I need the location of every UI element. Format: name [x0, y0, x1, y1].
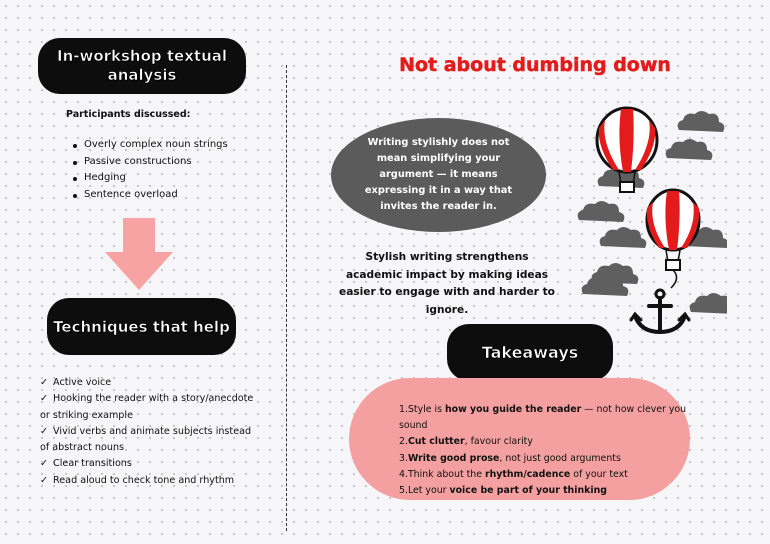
takeaway-item: 5.Let your voice be part of your thinking: [399, 485, 607, 497]
takeaway-item: 1.Style is how you guide the reader — not how clever you sound: [399, 404, 687, 432]
technique-text: Hooking the reader with a story/anecdote or striking example: [40, 393, 254, 421]
takeaway-item: 4.Think about the rhythm/cadence of your text: [399, 468, 628, 480]
techniques-list: [40, 375, 255, 489]
cloud-icon: [678, 111, 725, 132]
analysis-title: In-workshop textual analysis: [56, 47, 228, 84]
takeaways-title: Takeaways: [481, 343, 579, 362]
impact-statement: Stylish writing strengthens academic impact by making ideas easier to engage with and harder to ignore.: [339, 251, 555, 316]
techniques-title-pill: [47, 298, 236, 355]
down-arrow-icon: [105, 218, 173, 290]
list-item: [40, 375, 255, 391]
technique-text: Vivid verbs and animate subjects instead of abstract nouns: [40, 425, 252, 454]
balloon-anchor-illustration: [575, 98, 727, 338]
takeaway-item: 2.Cut clutter, favour clarity: [399, 436, 533, 448]
section-heading: Not about dumbing down: [399, 54, 671, 76]
hot-air-balloon-icon: [647, 190, 700, 270]
quote-text: Writing stylishly does not mean simplifying your argument — it means expressing it in a way that invites the reader in.: [364, 137, 513, 212]
quote-ellipse: [331, 118, 546, 232]
takeaways-title-pill: [447, 324, 613, 381]
technique-text: Active voice: [53, 377, 112, 388]
list-item: Sentence overload: [84, 189, 228, 206]
rope: [671, 270, 677, 288]
column-divider: [286, 65, 287, 531]
takeaways-box: [349, 378, 690, 500]
list-item: [40, 424, 255, 457]
list-item: Hedging: [84, 172, 228, 189]
analysis-title-pill: [38, 38, 246, 94]
list-item: [40, 456, 255, 472]
check-icon: ✓: [40, 425, 49, 437]
list-item: [40, 473, 255, 489]
techniques-title: Techniques that help: [53, 317, 230, 336]
technique-text: Clear transitions: [53, 458, 132, 470]
cloud-icon: [578, 201, 625, 222]
check-icon: ✓: [40, 393, 49, 405]
takeaway-item: 3.Write good prose, not just good arguments: [399, 452, 621, 464]
list-item: Overly complex noun strings: [84, 139, 228, 156]
participants-label: Participants discussed:: [66, 109, 191, 120]
check-icon: ✓: [40, 458, 49, 470]
technique-text: Read aloud to check tone and rhythm: [53, 474, 235, 486]
cloud-icon: [690, 293, 727, 314]
check-icon: ✓: [40, 474, 49, 486]
cloud-icon: [666, 139, 713, 160]
list-item: [40, 391, 255, 424]
takeaways-list: [399, 402, 690, 499]
cloud-icon: [600, 227, 647, 248]
list-item: Passive constructions: [84, 156, 228, 173]
issues-list: [84, 139, 228, 205]
anchor-icon: [631, 290, 689, 332]
check-icon: ✓: [40, 377, 49, 388]
